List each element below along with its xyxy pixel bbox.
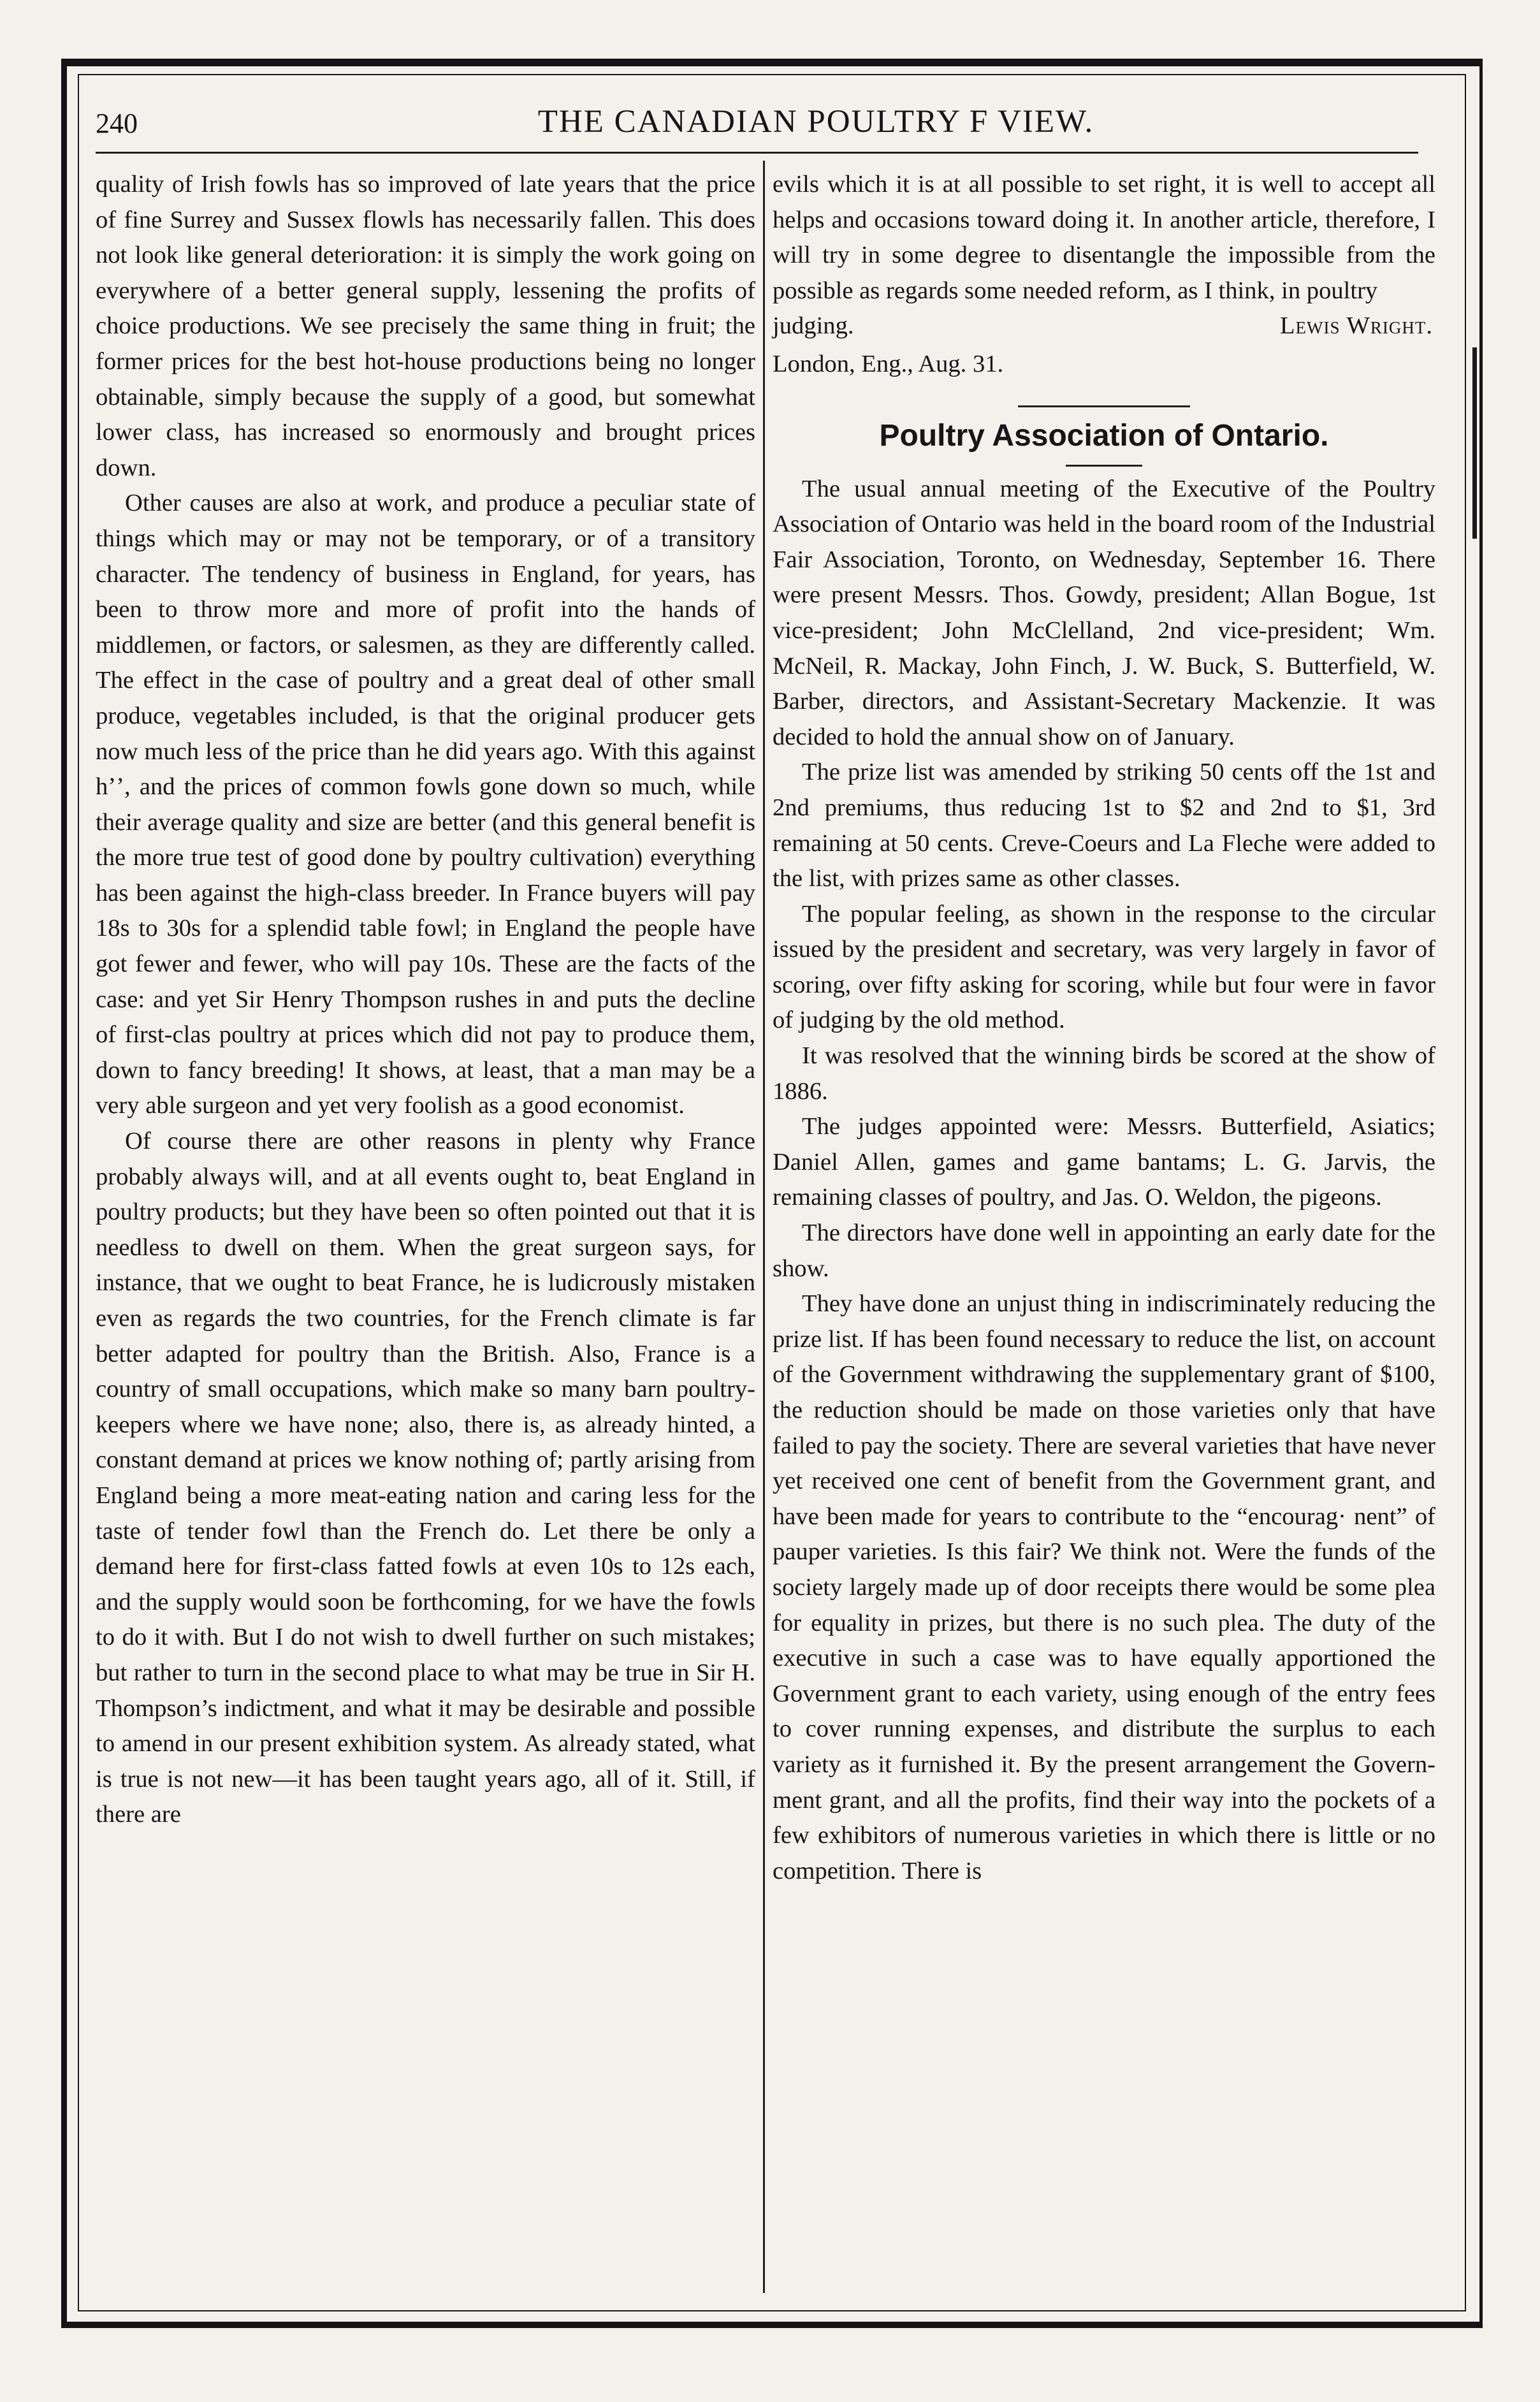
article-paragraph: Other causes are also at work, and produce a peculiar state of things which may or may not be temporary, or of a transitory character. The tendency of business in England, for years, has been to throw more and more of profit into the hands of middlemen, or factors, or salesmen, as they are differently called. The effect in the case of poultry and a great deal of other small produce, vegetables included, is that the original producer gets now much less of the price than he did years ago. With this against hʼʼ, and the prices of common fowls gone down so much, while their average quality and size are better (and this general benefit is the more true test of good done by poultry cultivation) everything has been against the high-class breeder. In France buyers will pay 18s to 30s for a splendid table fowl; in England the people have got fewer and fewer, who will pay 10s. These are the facts of the case: and yet Sir Henry Thompson rushes in and puts the decline of first-clas poultry at prices which did not pay to produce them, down to fancy breeding! It shows, at least, that a man may be a very able surgeon and yet very foolish as a good economist.	[96, 490, 755, 1119]
column-divider	[763, 161, 765, 2293]
signature-line	[773, 309, 1435, 344]
dateline: London, Eng., Aug. 31.	[773, 350, 1004, 377]
page-header	[96, 101, 1441, 145]
journal-title: THE CANADIAN POULTRY F VIEW.	[537, 104, 1094, 140]
article-paragraph: quality of Irish fowls has so improved of late years that the price of fine Surrey and Sussex flowls has necessarily fallen. This does not look like general deterioration: it is simply the work going on everywhere of a better general supply, lessening the profits of choice productions. We see precisely the same thing in fruit; the former prices for the best hot-house productions being no longer obtainable, simply because the supply of a good, but somewhat lower class, has increased so enormously and brought prices down.	[96, 171, 755, 481]
section-paragraph: The popular feeling, as shown in the response to the circular issued by the president and secretary, was very largely in favor of scoring, over fifty asking for scoring, while but four were in favor of judging by the old method.	[773, 900, 1435, 1034]
margin-rule	[1472, 347, 1477, 539]
article-author: Lewis Wright.	[1279, 312, 1433, 340]
section-paragraph: The directors have done well in appointing an early date for the show.	[773, 1219, 1435, 1282]
section-paragraph: It was resolved that the winning birds be scored at the show of 1886.	[773, 1042, 1435, 1105]
title-underline	[1066, 465, 1142, 467]
article-paragraph: Of course there are other reasons in plenty why France probably always will, and at all events ought to, beat England in poultry products; but they have been so often pointed out that it is needless to dwell on them. When the great surgeon says, for instance, that we ought to beat France, he is ludicrously mistaken even as regards the two countries, for the French climate is far better adapted for poultry than the British. Also, France is a country of small occupations, which make so many barn poultry-keepers where we have none; also, there is, as already hinted, a constant demand at prices we know nothing of; partly arising from England being a more meat-eating nation and caring less for the taste of tender fowl than the French do. Let there be only a demand here for first-class fatted fowls at even 10s to 12s each, and the supply would soon be forthcoming, for we have the fowls to do it with. But I do not wish to dwell further on such mistakes; but rather to turn in the second place to what may be true in Sir H. Thompson’s indictment, and what it may be desirable and possible to amend in our present exhibition system. As already stated, what is true is not new—it has been taught years ago, all of it. Still, if there are	[96, 1128, 755, 1828]
section-paragraph: The prize list was amended by striking 50 cents off the 1st and 2nd premiums, thus reducing 1st to $2 and 2nd to $1, 3rd remaining at 50 cents. Creve-Coeurs and La Fleche were added to the list, with prizes same as other classes.	[773, 759, 1435, 892]
right-column	[773, 167, 1435, 1889]
article-continuation: evils which it is at all possible to set right, it is well to accept all helps and occasions toward doing it. In another article, therefore, I will try in some degree to disentangle the impossible from the possible as regards some needed reform, as I think, in poultry	[773, 171, 1435, 304]
header-rule	[96, 152, 1418, 154]
section-paragraph: The usual annual meeting of the Executive of the Poultry Association of Ontario was held in the board room of the Industrial Fair Association, Toronto, on Wednesday, September 16. There were present Messrs. Thos. Gowdy, president; Allan Bogue, 1st vice-president; John McClelland, 2nd vice-president; Wm. McNeil, R. Mackay, John Finch, J. W. Buck, S. Butterfield, W. Barber, directors, and Assistant-Secretary Mackenzie. It was decided to hold the annual show on of January.	[773, 475, 1435, 750]
section-separator	[1018, 405, 1190, 407]
section-paragraph: The judges appointed were: Messrs. Butterfield, Asiatics; Daniel Allen, games and game bantams; L. G. Jarvis, the remaining classes of poultry, and Jas. O. Weldon, the pigeons.	[773, 1113, 1435, 1211]
section-title: Poultry Association of Ontario.	[879, 418, 1329, 453]
page-number: 240	[96, 108, 138, 139]
section-paragraph: They have done an unjust thing in indiscriminately reducing the prize list. If has been found necessary to reduce the list, on account of the Government withdrawing the supplementary grant of $100, the reduction should be made on those varieties only that have failed to pay the society. There are several varieties that have never yet received one cent of benefit from the Government grant, and have been made for years to contribute to the “encourag· nent” of pauper varieties. Is this fair? We think not. Were the funds of the society largely made up of door receipts there would be some plea for equality in prizes, but there is no such plea. The duty of the executive in such a case was to have equally apportioned the Government grant to each variety, using enough of the entry fees to cover running expenses, and distribute the surplus to each variety as it furnished it. By the present arrangement the Government grant, and all the profits, find their way into the pockets of a few exhibitors of numerous varieties in which there is little or no competition. There is	[773, 1290, 1435, 1884]
signature-lead: judging.	[773, 312, 854, 340]
left-column	[96, 167, 755, 1833]
